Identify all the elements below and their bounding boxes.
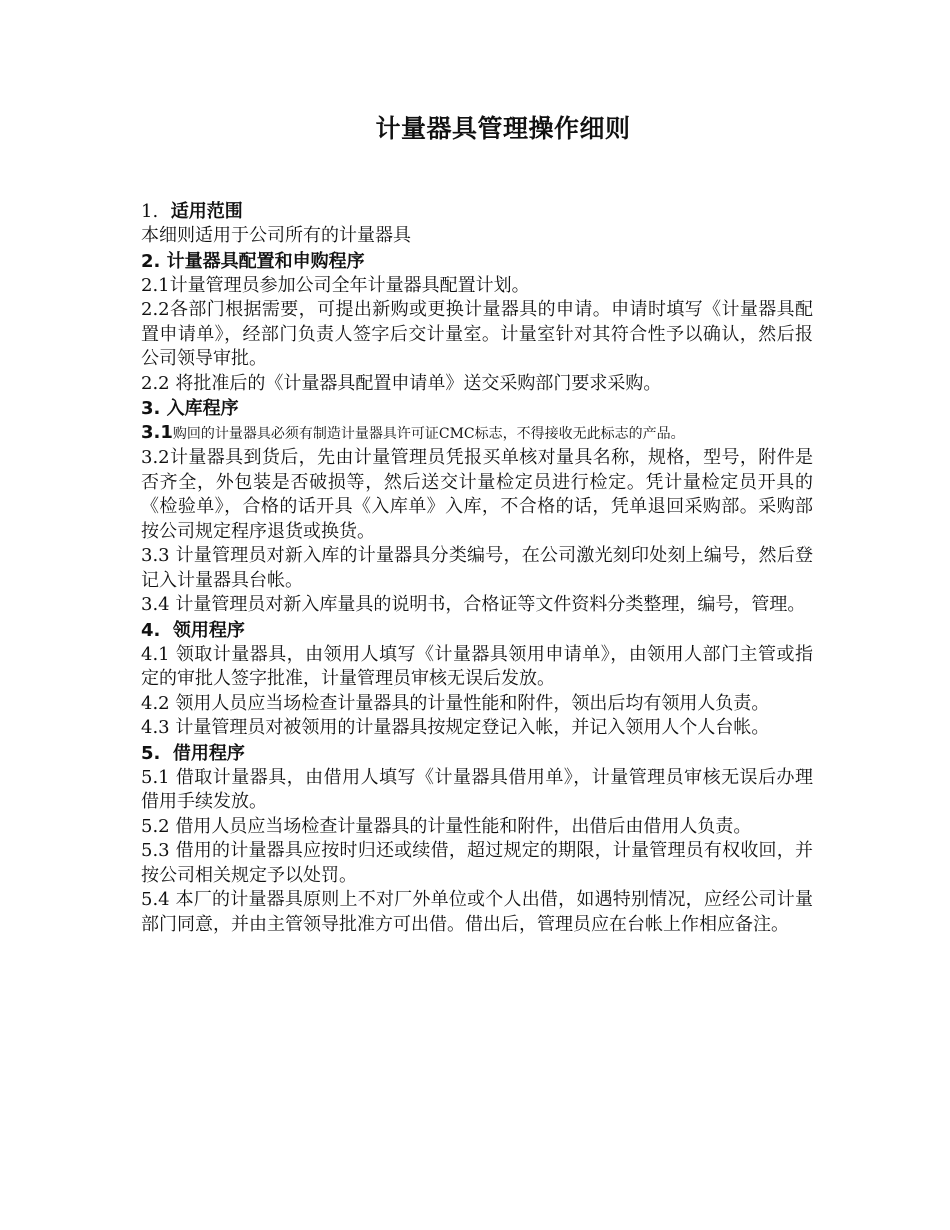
section-2-1-paragraph: 2.1计量管理员参加公司全年计量器具配置计划。 [141, 274, 530, 296]
section-3-1-paragraph [141, 421, 813, 446]
section-4-heading: 4. 领用程序 [141, 619, 245, 641]
section-4-1-paragraph: 4.1 领取计量器具，由领用人填写《计量器具领用申请单》，由领用人部门主管或指定的审批人签字批准，计量管理员审核无误后发放。 [141, 643, 813, 689]
document-title: 计量器具管理操作细则 [375, 114, 631, 143]
section-1-paragraph: 本细则适用于公司所有的计量器具 [141, 225, 411, 246]
section-5-4-paragraph: 5.4 本厂的计量器具原则上不对厂外单位或个人出借，如遇特别情况，应经公司计量部门同意，并由主管领导批准方可出借。借出后，管理员应在台帐上作相应备注。 [141, 889, 813, 935]
section-2-2-paragraph: 2.2各部门根据需要，可提出新购或更换计量器具的申请。申请时填写《计量器具配置申请单》，经部门负责人签字后交计量室。计量室针对其符合性予以确认，然后报公司领导审批。 [141, 299, 813, 369]
section-2-3-paragraph: 2.2 将批准后的《计量器具配置申请单》送交采购部门要求采购。 [141, 372, 662, 394]
section-1-title: 适用范围 [170, 201, 243, 222]
section-3-heading: 3. 入库程序 [141, 398, 239, 419]
section-3-3-paragraph: 3.3 计量管理员对新入库的计量器具分类编号，在公司激光刻印处刻上编号，然后登记入计量器具台帐。 [141, 545, 813, 591]
section-5-1-paragraph: 5.1 借取计量器具，由借用人填写《计量器具借用单》，计量管理员审核无误后办理借用手续发放。 [141, 766, 813, 812]
section-3-1-number: 3.1 [141, 422, 173, 443]
section-3-1-text: 购回的计量器具必须有制造计量器具许可证CMC标志，不得接收无此标志的产品。 [172, 426, 685, 442]
section-1-number: 1. [141, 201, 159, 222]
section-4-2-paragraph: 4.2 领用人员应当场检查计量器具的计量性能和附件，领出后均有领用人负责。 [141, 692, 770, 714]
section-3-2-paragraph: 3.2计量器具到货后，先由计量管理员凭报买单核对量具名称，规格，型号，附件是否齐全，外包装是否破损等，然后送交计量检定员进行检定。凭计量检定员开具的《检验单》，合格的话开具《入库单》入库，不合格的话，凭单退回采购部。采购部按公司规定程序退货或换货。 [141, 447, 813, 542]
section-4-3-paragraph: 4.3 计量管理员对被领用的计量器具按规定登记入帐，并记入领用人个人台帐。 [141, 717, 770, 738]
section-5-heading: 5. 借用程序 [141, 742, 245, 764]
section-3-4-paragraph: 3.4 计量管理员对新入库量具的说明书，合格证等文件资料分类整理，编号，管理。 [141, 594, 806, 615]
section-2-heading: 2. 计量器具配置和申购程序 [141, 250, 365, 272]
document-body [141, 199, 813, 937]
section-5-2-paragraph: 5.2 借用人员应当场检查计量器具的计量性能和附件，出借后由借用人负责。 [141, 815, 752, 837]
section-1-heading [141, 199, 813, 224]
section-5-3-paragraph: 5.3 借用的计量器具应按时归还或续借，超过规定的期限，计量管理员有权收回，并按公司相关规定予以处罚。 [141, 840, 813, 886]
